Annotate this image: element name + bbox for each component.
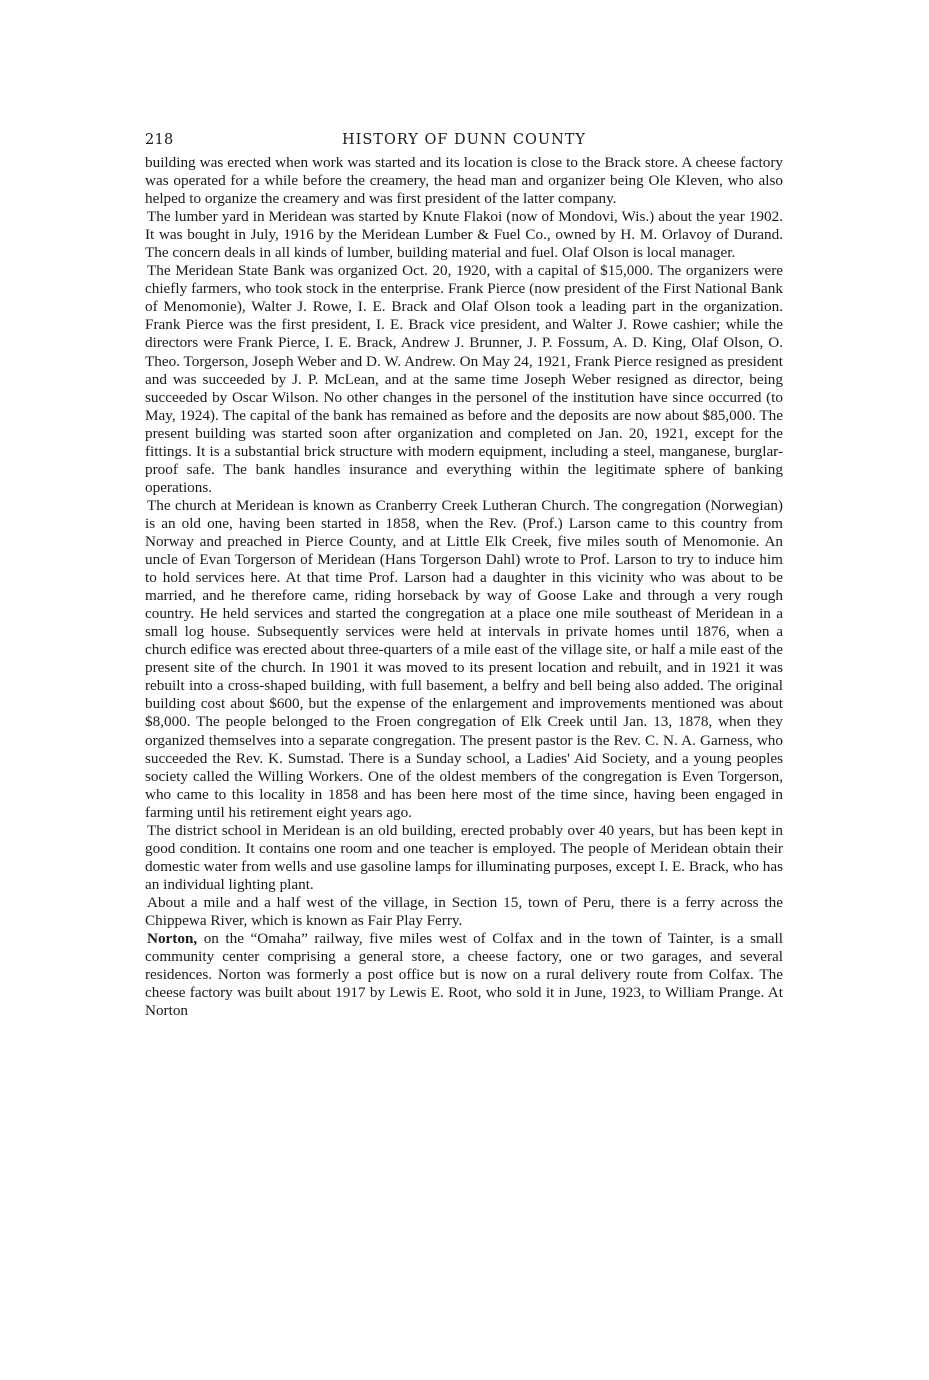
page-header [145, 128, 783, 154]
paragraph-lumber-yard [145, 208, 783, 262]
paragraph-norton [145, 930, 783, 1020]
paragraph-text: The Meridean State Bank was organized Oct. 20, 1920, with a capital of $15,000. The organizers were chiefly farmers, who took stock in the enterprise. Frank Pierce (now president of the First National Bank of Menomonie), Walter J. Rowe, I. E. Brack and Olaf Olson took a leading part in the organization. Frank Pierce was the first president, I. E. Brack vice president, and Walter J. Rowe cashier; while the directors were Frank Pierce, I. E. Brack, Andrew J. Brunner, J. P. Fossum, A. D. King, Olaf Olson, O. Theo. Torgerson, Joseph Weber and D. W. Andrew. On May 24, 1921, Frank Pierce resigned as president and was succeeded by J. P. McLean, and at the same time Joseph Weber resigned as director, being succeeded by Oscar Wilson. No other changes in the personel of the institution have since occurred (to May, 1924). The capital of the bank has remained as before and the deposits are now about $85,000. The present building was started soon after organization and completed on Jan. 20, 1921, except for the fittings. It is a substantial brick structure with modern equipment, including a steel, manganese, burglar-proof safe. The bank handles insurance and everything within the legitimate sphere of banking operations. [145, 262, 783, 496]
paragraph-creamery [145, 154, 783, 208]
paragraph-text: The lumber yard in Meridean was started by Knute Flakoi (now of Mondovi, Wis.) about the year 1902. It was bought in July, 1916 by the Meridean Lumber & Fuel Co., owned by H. M. Orlavoy of Durand. The concern deals in all kinds of lumber, building material and fuel. Olaf Olson is local manager. [145, 208, 783, 262]
paragraph-text: on the “Omaha” railway, five miles west of Colfax and in the town of Tainter, is a small community center comprising a general store, a cheese factory, one or two garages, and several residences. Norton was formerly a post office but is now on a rural delivery route from Colfax. The cheese factory was built about 1917 by Lewis E. Root, who sold it in June, 1923, to William Prange. At Norton [145, 930, 783, 1020]
paragraph-text: About a mile and a half west of the village, in Section 15, town of Peru, there is a ferry across the Chippewa River, which is known as Fair Play Ferry. [145, 893, 783, 929]
paragraph-text: building was erected when work was started and its location is close to the Brack store. A cheese factory was operated for a while before the creamery, the head man and organizer being Ole Kleven, who also helped to organize the creamery and was first president of the latter company. [145, 154, 783, 208]
paragraph-lead-word: Norton, [147, 930, 198, 948]
body-text [145, 154, 783, 1020]
paragraph-district-school [145, 822, 783, 894]
page [145, 128, 783, 1020]
paragraph-church [145, 497, 783, 822]
page-number: 218 [145, 132, 174, 148]
paragraph-state-bank [145, 262, 783, 497]
running-head: HISTORY OF DUNN COUNTY [341, 132, 587, 148]
paragraph-ferry [145, 894, 783, 930]
paragraph-text: The church at Meridean is known as Cranberry Creek Lutheran Church. The congregation (Norwegian) is an old one, having been started in 1858, when the Rev. (Prof.) Larson came to this country from Norway and preached in Pierce County, and at Little Elk Creek, five miles south of Menomonie. An uncle of Evan Torgerson of Meridean (Hans Torgerson Dahl) wrote to Prof. Larson to try to induce him to hold services here. At that time Prof. Larson had a daughter in this vicinity who was about to be married, and he therefore came, riding horseback by way of Goose Lake and through a very rough country. He held services and started the congregation at a place one mile southeast of Meridean in a small log house. Subsequently services were held at intervals in private homes until 1876, when a church edifice was erected about three-quarters of a mile east of the village site, or half a mile east of the present site of the church. In 1901 it was moved to its present location and rebuilt, and in 1921 it was rebuilt into a cross-shaped building, with full basement, a belfry and bell being also added. The original building cost about $600, but the expense of the enlargement and improvements mentioned was about $8,000. The people belonged to the Froen congregation of Elk Creek until Jan. 13, 1878, when they organized themselves into a separate congregation. The present pastor is the Rev. C. N. A. Garness, who succeeded the Rev. K. Sumstad. There is a Sunday school, a Ladies' Aid Society, and a young peoples society called the Willing Workers. One of the oldest members of the congregation is Even Torgerson, who came to this locality in 1858 and has been here most of the time since, having been engaged in farming until his retirement eight years ago. [145, 496, 783, 821]
paragraph-text: The district school in Meridean is an old building, erected probably over 40 years, but has been kept in good condition. It contains one room and one teacher is employed. The people of Meridean obtain their domestic water from wells and use gasoline lamps for illuminating purposes, except I. E. Brack, who has an individual lighting plant. [145, 821, 783, 893]
